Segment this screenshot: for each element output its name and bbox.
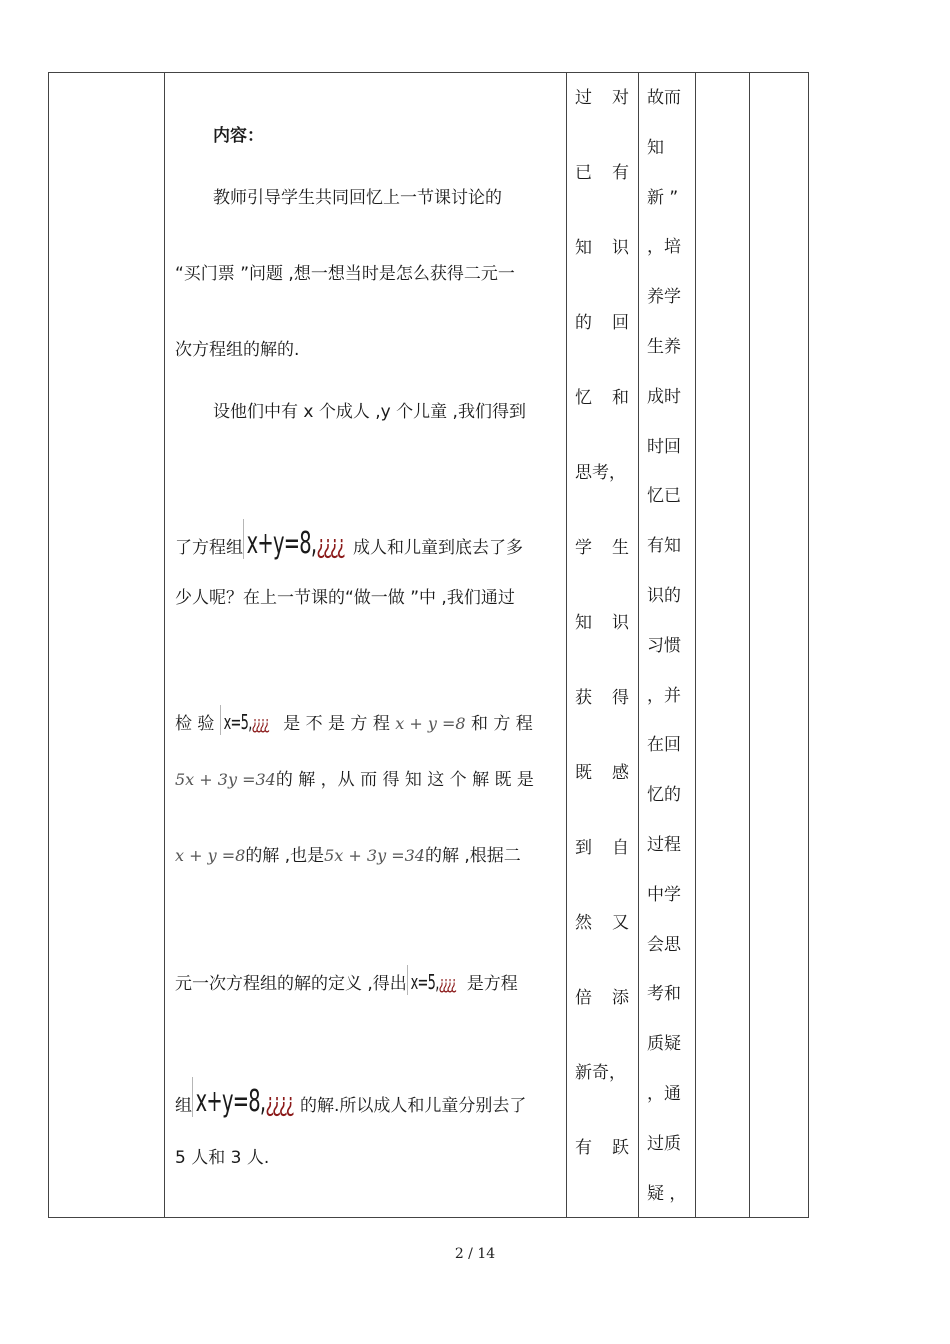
activity-line	[575, 312, 629, 334]
activity-char: 新奇，	[575, 1063, 626, 1083]
col-divider-4	[695, 73, 696, 1217]
activity-char: 获	[575, 688, 592, 708]
system-equation: x+y=8,	[195, 1084, 266, 1119]
intent-line: ，通	[647, 1084, 681, 1104]
brace-icon	[220, 705, 221, 735]
activity-char: 已	[575, 163, 592, 183]
activity-line	[575, 462, 629, 484]
activity-char: 跃	[612, 1138, 629, 1158]
intent-line: 在回	[647, 735, 681, 756]
text-fragment: 成人和儿童到底去了多	[353, 538, 523, 558]
content-cell	[167, 73, 565, 1217]
activity-char: 到	[575, 838, 592, 858]
intent-line: ，并	[647, 685, 681, 706]
intent-line: 考和	[647, 984, 681, 1005]
lesson-table	[48, 72, 809, 1218]
equation-x-plus-y: x + y =8	[175, 846, 246, 865]
brace-icon	[192, 1077, 193, 1117]
intent-line: 知	[647, 137, 664, 158]
activity-char: 有	[612, 163, 629, 183]
activity-char: 倍	[575, 988, 592, 1008]
activity-char: 和	[612, 388, 629, 408]
activity-line	[575, 162, 629, 184]
text-fragment: 和 方 程	[470, 714, 533, 734]
activity-char: 学	[575, 538, 592, 558]
page-number: 2 / 14	[454, 1246, 496, 1262]
activity-char: 对	[612, 88, 629, 108]
activity-char: 知	[575, 613, 592, 633]
activity-char: 又	[612, 913, 629, 933]
intent-line: 忆的	[647, 785, 681, 806]
text-fragment: 检 验	[175, 714, 215, 734]
activity-line	[575, 1062, 629, 1084]
garbled-glyphs: ¿¿¿¿	[265, 1088, 293, 1118]
text-fragment: 了方程组	[175, 538, 243, 558]
solution-equation: x=5,	[410, 970, 439, 994]
text-fragment: 的解.所以成人和儿童分别去了	[300, 1096, 527, 1116]
equation-system	[192, 1077, 293, 1119]
intent-line: 有知	[647, 536, 681, 557]
equation-x-plus-y: x + y =8	[395, 714, 466, 733]
activity-char: 得	[612, 688, 629, 708]
text-fragment: 组	[175, 1096, 192, 1116]
garbled-glyphs: ¿¿¿¿	[316, 530, 344, 560]
intent-line: 疑 ，	[647, 1183, 687, 1204]
activity-char: 自	[612, 838, 629, 858]
activity-line	[575, 1137, 629, 1159]
paragraph-line-with-system	[175, 519, 557, 559]
paragraph-line: 5 人和 3 人.	[175, 1148, 270, 1168]
intent-line: 识的	[647, 586, 681, 606]
paragraph-line: “买门票 ”问题 ,想一想当时是怎么获得二元一	[175, 264, 515, 284]
col-divider-5	[749, 73, 750, 1217]
activity-char: 过	[575, 88, 592, 108]
paragraph-line-with-solution	[175, 965, 557, 995]
intent-line: 新 ”	[647, 187, 679, 208]
equation-5x-3y: 5x + 3y =34	[324, 846, 425, 865]
activity-line	[575, 537, 629, 559]
activity-line	[575, 237, 629, 259]
text-fragment: 是方程	[466, 974, 518, 994]
paragraph-line	[175, 769, 557, 791]
paragraph-line: 少人呢？在上一节课的“做一做 ”中 ,我们通过	[175, 588, 515, 608]
activity-line	[575, 87, 629, 109]
intent-line: 质疑	[647, 1034, 681, 1055]
paragraph-line-check	[175, 705, 557, 735]
col-divider-1	[164, 73, 165, 1217]
brace-icon	[407, 965, 408, 995]
intent-line: 忆已	[647, 486, 681, 507]
solution-system	[407, 965, 455, 995]
solution-system	[220, 705, 268, 735]
system-equation: x+y=8,	[246, 526, 317, 561]
text-fragment: 的解 ,根据二	[424, 846, 521, 866]
equation-5x-3y: 5x + 3y =34	[175, 770, 276, 789]
activity-line	[575, 687, 629, 709]
activity-char: 生	[612, 538, 629, 558]
solution-equation: x=5,	[223, 710, 252, 734]
activity-char: 识	[612, 613, 629, 633]
intent-line: 故而	[647, 88, 681, 108]
paragraph-line: 设他们中有 x 个成人 ,y 个儿童 ,我们得到	[213, 402, 526, 422]
activity-char: 知	[575, 238, 592, 258]
activity-char: 既	[575, 763, 592, 783]
student-activity-cell	[567, 73, 637, 1217]
paragraph-line: 教师引导学生共同回忆上一节课讨论的	[213, 188, 502, 208]
activity-line	[575, 912, 629, 934]
activity-char: 有	[575, 1138, 592, 1158]
activity-line	[575, 837, 629, 859]
intent-line: 过程	[647, 835, 681, 855]
paragraph-line	[175, 845, 557, 867]
intent-line: 养学	[647, 287, 681, 308]
activity-char: 然	[575, 913, 592, 933]
activity-char: 的	[575, 313, 592, 333]
intent-line: 会思	[647, 934, 681, 955]
text-fragment: 的 解 ，从 而 得 知 这 个 解 既 是	[275, 770, 534, 790]
intent-line: 习惯	[647, 635, 681, 656]
activity-line	[575, 762, 629, 784]
paragraph-line: 次方程组的解的.	[175, 340, 300, 360]
activity-char: 感	[612, 763, 629, 783]
paragraph-line-with-system	[175, 1077, 557, 1117]
intent-line: 生养	[647, 337, 681, 357]
text-fragment: 是 不 是 方 程	[283, 714, 390, 734]
garbled-glyphs: ¿¿¿¿	[251, 713, 268, 734]
activity-char: 添	[612, 988, 629, 1008]
garbled-glyphs: ¿¿¿¿	[438, 973, 455, 994]
intent-line: ，培	[647, 237, 681, 258]
text-fragment: 的解 ,也是	[245, 846, 325, 866]
content-heading: 内容：	[213, 126, 264, 146]
activity-char: 忆	[575, 388, 592, 408]
intent-line: 成时	[647, 386, 681, 407]
activity-line	[575, 387, 629, 409]
activity-char: 回	[612, 313, 629, 333]
activity-char: 思考，	[575, 463, 626, 483]
intent-line: 时回	[647, 436, 681, 457]
intent-line: 过质	[647, 1133, 681, 1154]
design-intent-cell	[639, 73, 695, 1217]
activity-line	[575, 987, 629, 1009]
text-fragment: 元一次方程组的解的定义 ,得出	[175, 974, 407, 994]
equation-system	[243, 519, 344, 561]
brace-icon	[243, 519, 244, 559]
intent-line: 中学	[647, 884, 681, 905]
activity-char: 识	[612, 238, 629, 258]
activity-line	[575, 612, 629, 634]
